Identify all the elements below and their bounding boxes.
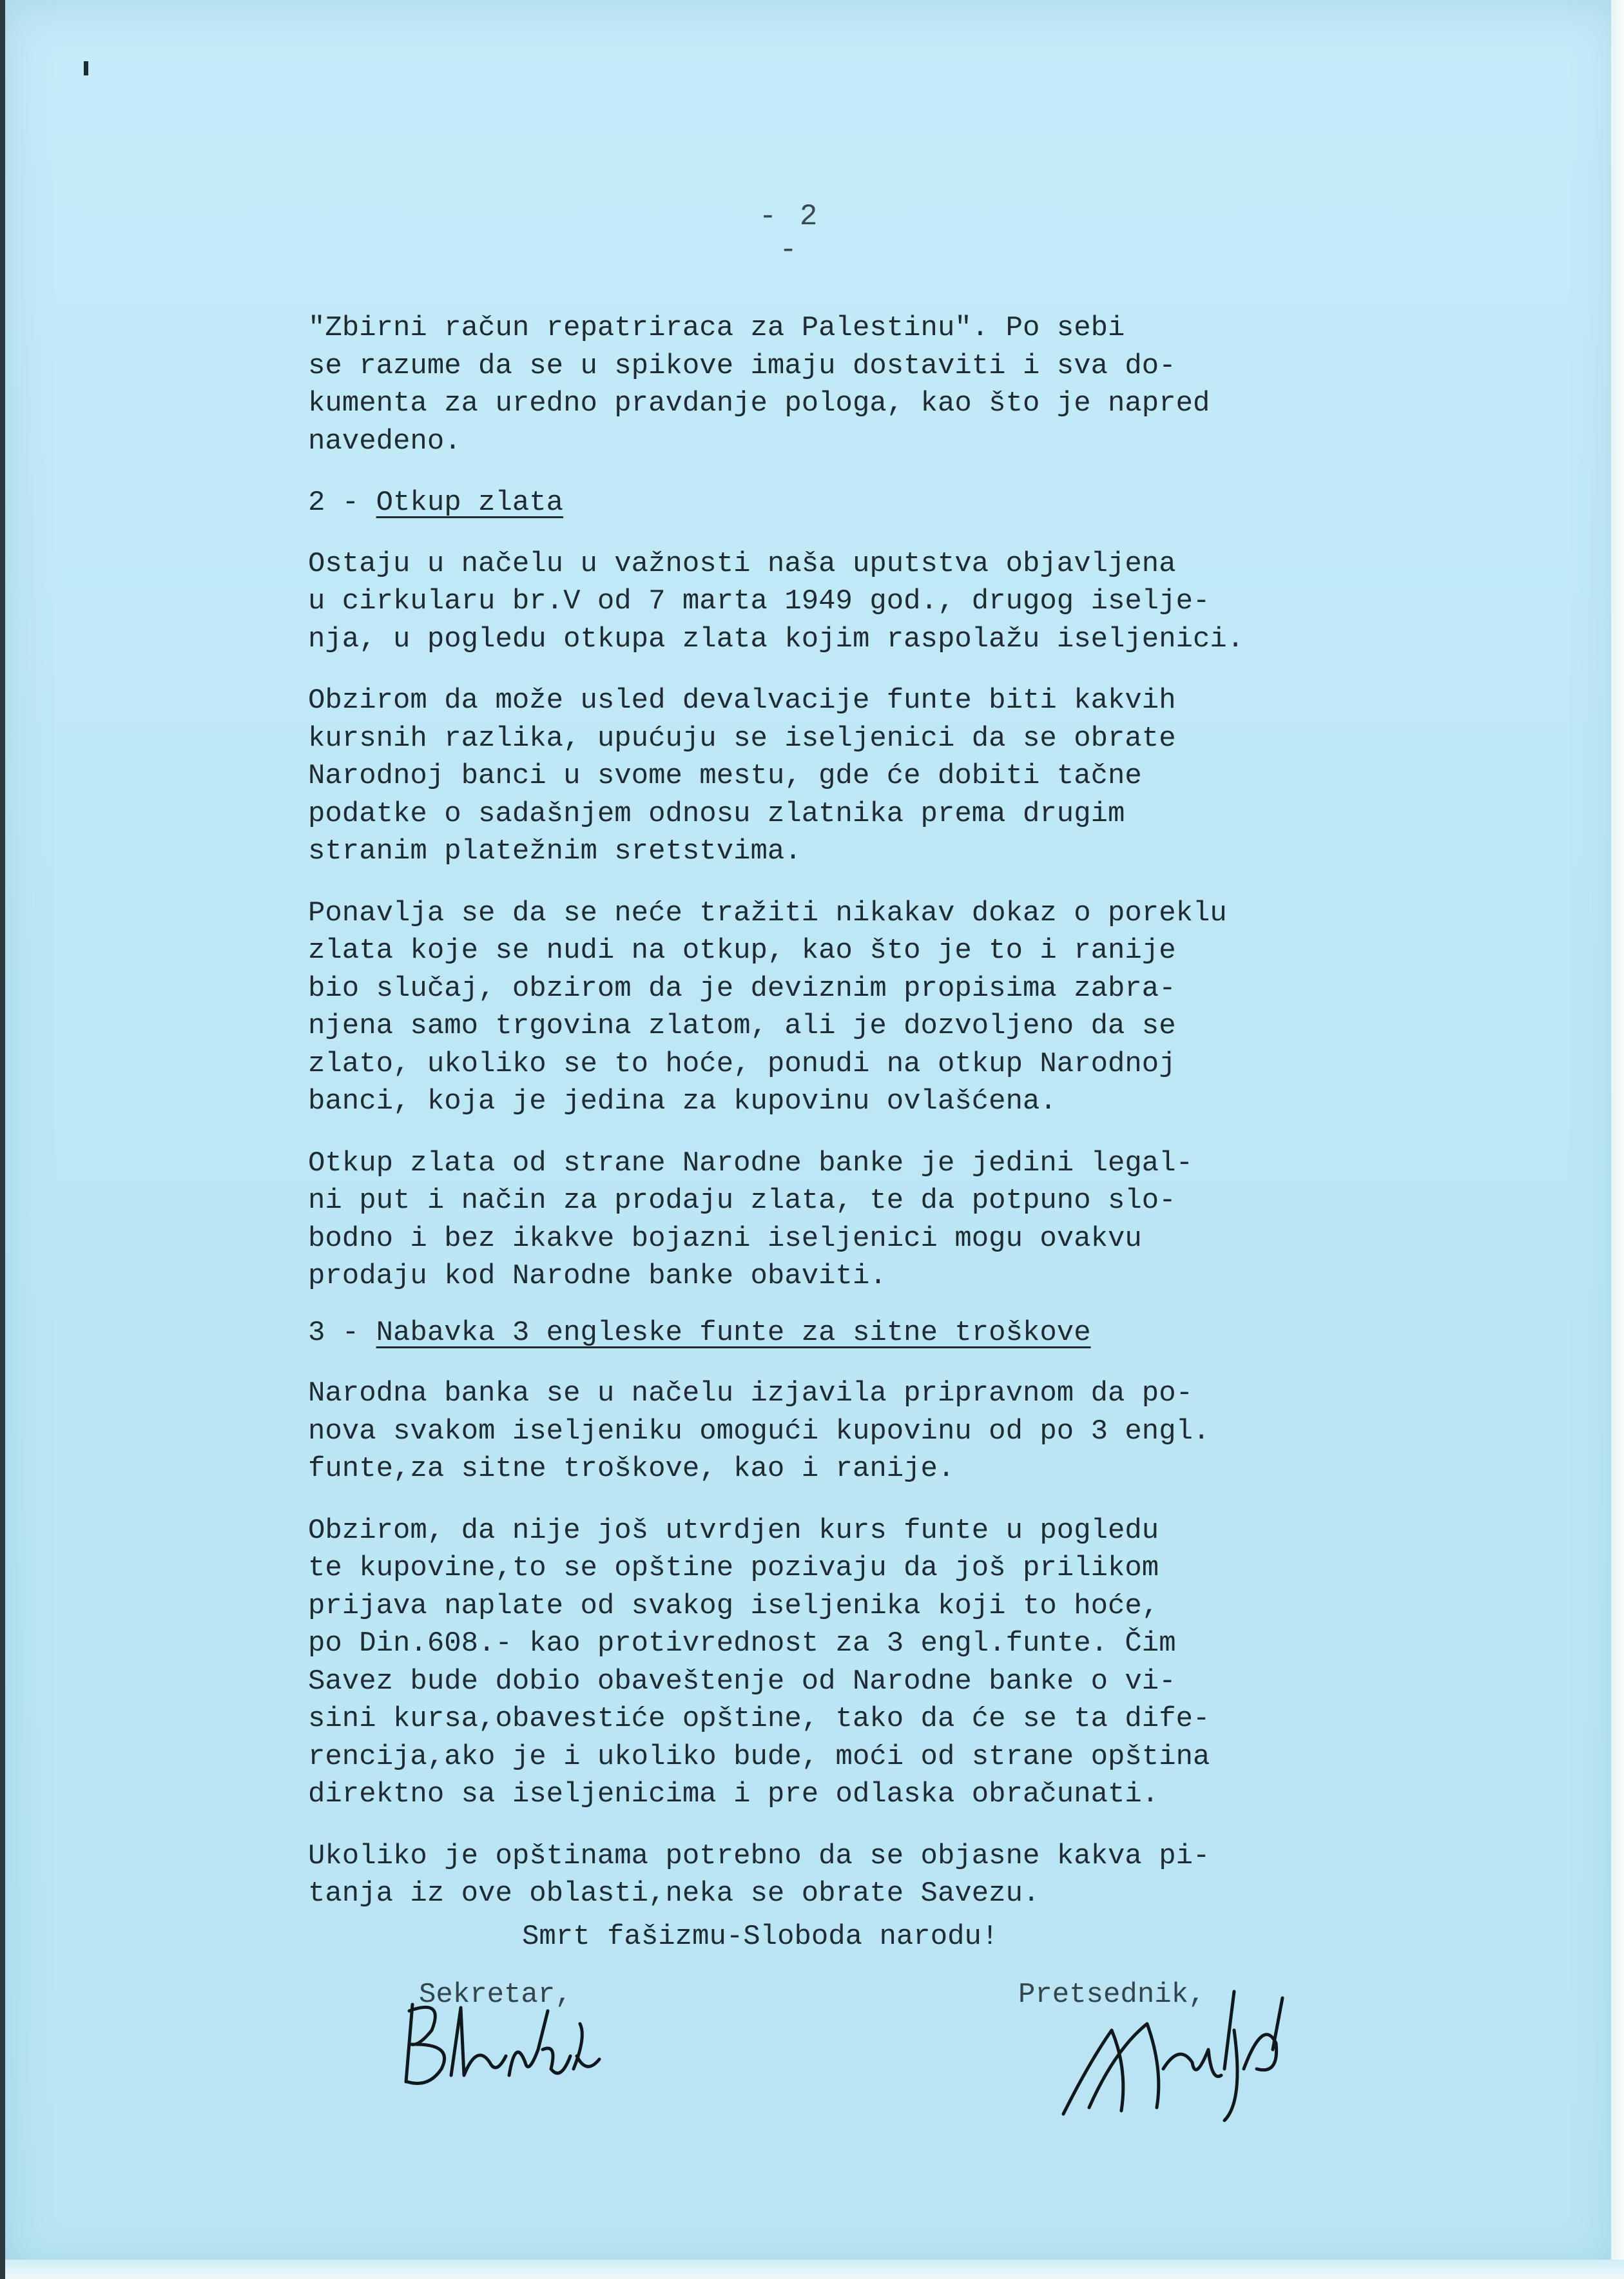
intro-line: se razume da se u spikove imaju dostaviti i sva do- <box>308 349 1176 382</box>
intro-line: navedeno. <box>308 425 461 458</box>
letter-body <box>308 309 1416 1937</box>
section-2-line: Otkup zlata od strane Narodne banke je jedini legal- <box>308 1147 1194 1179</box>
section-2-line: Ponavlja se da se neće tražiti nikakav dokaz o poreklu <box>308 897 1227 929</box>
section-3-line: funte,za sitne troškove, kao i ranije. <box>308 1453 955 1485</box>
closing-slogan: Smrt fašizmu-Sloboda narodu! <box>522 1921 999 1953</box>
secretary-label: Sekretar, <box>419 1979 572 2011</box>
margin-mark <box>84 61 88 75</box>
president-signature <box>1050 1972 1295 2127</box>
section-3-line: Savez bude dobio obaveštenje od Narodne banke o vi- <box>308 1665 1176 1698</box>
section-2-line: zlata koje se nudi na otkup, kao što je to i ranije <box>308 935 1176 967</box>
section-2-line: bio slučaj, obzirom da je deviznim propisima zabra- <box>308 972 1176 1005</box>
section-2-line: njena samo trgovina zlatom, ali je dozvoljeno da se <box>308 1010 1176 1042</box>
section-2-paragraph <box>308 1145 1416 1295</box>
page-edge-bottom <box>0 2260 1624 2279</box>
president-label: Pretsednik, <box>1018 1979 1206 2011</box>
section-2-paragraph <box>308 682 1416 871</box>
section-3-number: 3 - <box>308 1316 376 1349</box>
section-3-line: tanja iz ove oblasti,neka se obrate Savezu. <box>308 1877 1040 1910</box>
section-3-title: Nabavka 3 engleske funte za sitne troškove <box>376 1316 1091 1349</box>
page-edge-right <box>1611 0 1624 2279</box>
section-2-line: stranim platežnim sretstvima. <box>308 835 802 868</box>
section-3-paragraph <box>308 1512 1416 1814</box>
section-2-line: ni put i način za prodaju zlata, te da potpuno slo- <box>308 1185 1176 1217</box>
section-3-line: po Din.608.- kao protivrednost za 3 engl.funte. Čim <box>308 1627 1176 1660</box>
section-2-line: kursnih razlika, upućuju se iseljenici da se obrate <box>308 722 1176 755</box>
section-2-line: nja, u pogledu otkupa zlata kojim raspolažu iseljenici. <box>308 623 1244 655</box>
section-3-line: rencija,ako je i ukoliko bude, moći od strane opština <box>308 1740 1210 1773</box>
section-2-line: banci, koja je jedina za kupovinu ovlašćena. <box>308 1085 1057 1118</box>
section-2-line: podatke o sadašnjem odnosu zlatnika prema drugim <box>308 797 1125 830</box>
section-2-line: u cirkularu br.V od 7 marta 1949 god., drugog iselje- <box>308 585 1210 617</box>
section-2-line: Ostaju u načelu u važnosti naša uputstva objavljena <box>308 547 1176 580</box>
section-2-line: zlato, ukoliko se to hoće, ponudi na otkup Narodnoj <box>308 1047 1176 1080</box>
intro-paragraph <box>308 309 1416 460</box>
section-3-line: sini kursa,obavestiće opštine, tako da će se ta dife- <box>308 1703 1210 1735</box>
intro-line: "Zbirni račun repatriraca za Palestinu". Po sebi <box>308 312 1125 344</box>
section-3-paragraph <box>308 1375 1416 1488</box>
section-2-heading <box>308 484 1416 522</box>
section-2-line: Narodnoj banci u svome mestu, gde će dobiti tačne <box>308 760 1142 792</box>
section-2-body <box>308 545 1416 1295</box>
section-2-line: Obzirom da može usled devalvacije funte biti kakvih <box>308 684 1176 717</box>
section-3-line: direktno sa iseljenicima i pre odlaska obračunati. <box>308 1778 1159 1810</box>
page-number: - 2 - <box>759 200 820 267</box>
section-2-number: 2 - <box>308 487 376 519</box>
section-3-body <box>308 1375 1416 1913</box>
section-3-line: prijava naplate od svakog iseljenika koji to hoće, <box>308 1589 1159 1622</box>
section-2-title: Otkup zlata <box>376 487 564 519</box>
section-3-line: Ukoliko je opštinama potrebno da se objasne kakva pi- <box>308 1839 1210 1872</box>
section-2-paragraph <box>308 545 1416 659</box>
section-2-line: bodno i bez ikakve bojazni iseljenici mogu ovakvu <box>308 1222 1142 1255</box>
intro-line: kumenta za uredno pravdanje pologa, kao što je napred <box>308 387 1210 420</box>
section-3-line: Obzirom, da nije još utvrdjen kurs funte u pogledu <box>308 1514 1159 1547</box>
section-3-line: nova svakom iseljeniku omogući kupovinu od po 3 engl. <box>308 1415 1210 1448</box>
section-3-heading <box>308 1314 1416 1352</box>
section-2-line: prodaju kod Narodne banke obaviti. <box>308 1260 887 1292</box>
section-2-paragraph <box>308 895 1416 1121</box>
secretary-signature <box>393 1985 606 2095</box>
section-3-paragraph <box>308 1838 1416 1913</box>
section-3-line: Narodna banka se u načelu izjavila pripravnom da po- <box>308 1377 1194 1410</box>
section-3-line: te kupovine,to se opštine pozivaju da još prilikom <box>308 1552 1159 1584</box>
page-edge-left <box>0 0 5 2279</box>
